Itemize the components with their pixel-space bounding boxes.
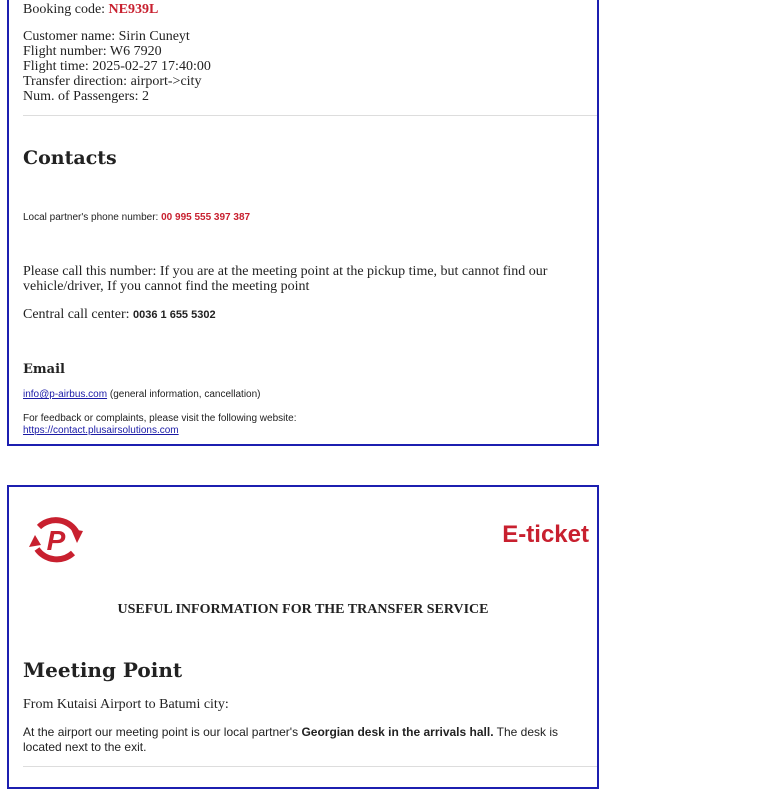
meeting-description [23,725,588,755]
feedback-text: For feedback or complaints, please visit the following website: [23,413,297,424]
booking-panel [7,0,599,446]
local-phone-label: Local partner's phone number: [23,212,159,223]
section-title: USEFUL INFORMATION FOR THE TRANSFER SERVICE [117,602,489,617]
svg-text:P: P [46,525,66,556]
flight-time: Flight time: 2025-02-27 17:40:00 [23,59,211,74]
desc-post: The desk is located next to the exit. [23,725,559,754]
email-heading: Email [23,362,65,377]
contacts-heading: Contacts [23,147,117,169]
eticket-title: E-ticket [502,521,589,548]
email-line [23,389,261,400]
email-link[interactable]: info@p-airbus.com [23,389,108,400]
booking-code-line [23,2,158,17]
logo-arrows-icon [25,513,87,567]
feedback-link[interactable]: https://contact.plusairsolutions.com [23,425,179,436]
meeting-point-heading: Meeting Point [23,658,183,682]
divider [23,766,597,767]
desc-pre: At the airport our meeting point is our local partner's [23,725,299,739]
transfer-direction: Transfer direction: airport->city [23,74,202,89]
divider [23,115,597,116]
company-logo [25,513,87,567]
email-note: (general information, cancellation) [109,389,261,400]
feedback-block [23,413,296,437]
booking-code-label: Booking code: [23,2,106,17]
central-call-line [23,307,216,323]
customer-name: Customer name: Sirin Cuneyt [23,29,190,44]
call-note: Please call this number: If you are at the meeting point at the pickup time, but cannot find our vehicle/driver, If you cannot find the meeting point [23,264,548,294]
booking-details [23,29,211,104]
passenger-count: Num. of Passengers: 2 [23,89,149,104]
local-phone-line [23,212,250,223]
central-call-label: Central call center: [23,307,130,322]
desc-bold: Georgian desk in the arrivals hall. [301,725,494,739]
eticket-panel [7,485,599,789]
central-call-number[interactable]: 0036 1 655 5302 [133,309,216,321]
flight-number: Flight number: W6 7920 [23,44,162,59]
booking-code: NE939L [108,2,159,17]
local-phone-number[interactable]: 00 995 555 397 387 [161,212,251,223]
route-text: From Kutaisi Airport to Batumi city: [23,697,229,712]
